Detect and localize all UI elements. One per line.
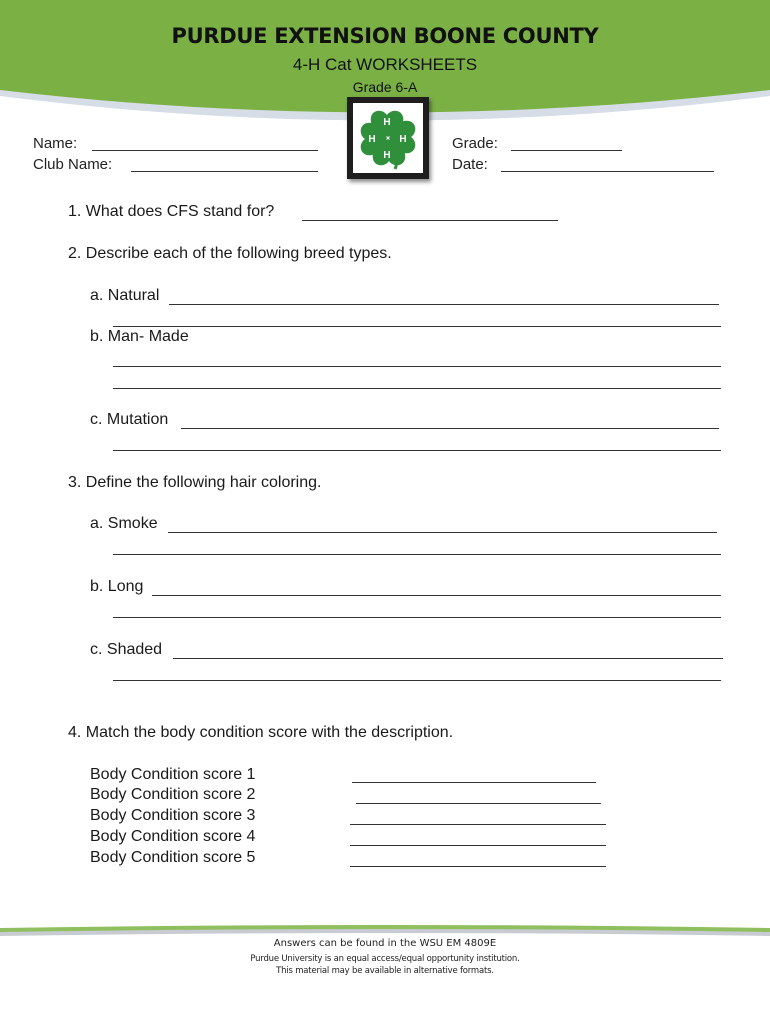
worksheet-subtitle: 4-H Cat WORKSHEETS [292,55,478,74]
breed-natural-label: a. Natural [90,287,160,304]
answer-line[interactable] [302,220,558,221]
answer-line[interactable] [113,554,721,555]
question-3: 3. Define the following hair coloring. [68,474,322,491]
hair-long-label: b. Long [90,578,144,595]
logo-letter: H [368,134,376,145]
answer-line[interactable] [152,595,721,596]
answer-line[interactable] [113,617,721,618]
answer-line[interactable] [169,304,719,305]
hair-shaded-label: c. Shaded [90,641,163,658]
answer-line[interactable] [113,366,721,367]
body-condition-score-2: Body Condition score 2 [90,786,256,803]
answer-line[interactable] [181,428,719,429]
footer-divider [0,922,770,938]
logo-letter: H [399,134,407,145]
name-label: Name: [33,135,78,152]
breed-mutation-label: c. Mutation [90,411,169,428]
name-blank-line[interactable] [92,150,318,151]
answer-line[interactable] [113,450,721,451]
page-title: PURDUE EXTENSION BOONE COUNTY [171,24,599,48]
match-line[interactable] [350,866,606,867]
date-blank-line[interactable] [501,171,714,172]
club-name-label: Club Name: [33,156,113,173]
answer-line[interactable] [173,658,723,659]
match-line[interactable] [356,803,601,804]
match-line[interactable] [350,845,606,846]
question-1: 1. What does CFS stand for? [68,203,275,220]
match-line[interactable] [352,782,596,783]
question-2: 2. Describe each of the following breed types. [68,245,392,262]
question-4: 4. Match the body condition score with the description. [68,724,454,741]
answer-line[interactable] [168,532,717,533]
breed-man-made-label: b. Man- Made [90,328,189,345]
club-name-blank-line[interactable] [131,171,318,172]
equal-opportunity-statement: Purdue University is an equal access/equal opportunity institution. [250,954,520,964]
body-condition-score-4: Body Condition score 4 [90,828,256,845]
answer-line[interactable] [113,388,721,389]
date-label: Date: [452,156,488,173]
logo-letter: H [383,150,391,161]
answer-line[interactable] [113,680,721,681]
answer-line[interactable] [113,326,721,327]
body-condition-score-3: Body Condition score 3 [90,807,256,824]
grade-level-label: Grade 6-A [352,79,418,95]
body-condition-score-5: Body Condition score 5 [90,849,256,866]
body-condition-score-1: Body Condition score 1 [90,766,256,783]
logo-letter: H [383,117,391,128]
match-line[interactable] [350,824,606,825]
hair-smoke-label: a. Smoke [90,515,158,532]
grade-label: Grade: [452,135,498,152]
answers-source-note: Answers can be found in the WSU EM 4809E [273,938,497,949]
alternative-formats-note: This material may be available in alternative formats. [276,966,494,976]
4h-clover-icon [347,97,429,179]
grade-blank-line[interactable] [511,150,622,151]
